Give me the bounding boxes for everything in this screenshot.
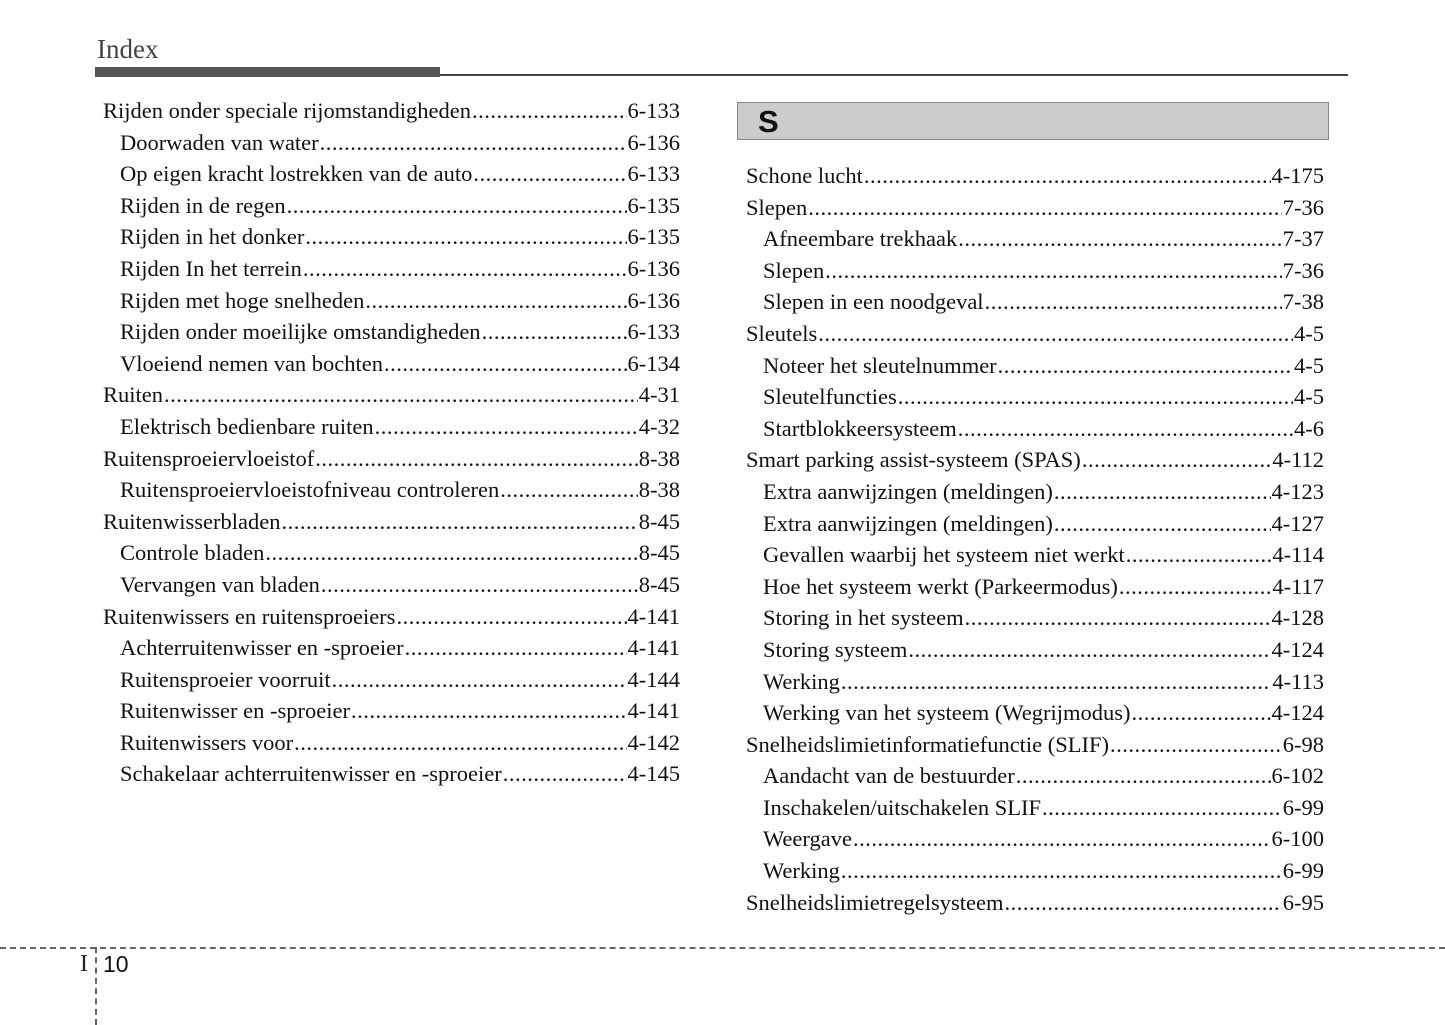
dot-leader bbox=[365, 285, 626, 317]
entry-page-ref: 4-113 bbox=[1272, 668, 1324, 694]
entry-page-ref: 7-36 bbox=[1282, 257, 1324, 283]
index-entry bbox=[103, 474, 680, 506]
index-entry bbox=[103, 253, 680, 285]
dot-leader bbox=[503, 758, 627, 790]
index-entry bbox=[746, 318, 1324, 350]
index-entry bbox=[746, 444, 1324, 476]
entry-label: Doorwaden van water bbox=[120, 129, 319, 155]
dot-leader bbox=[1110, 729, 1282, 761]
index-entry bbox=[746, 413, 1324, 445]
entry-page-ref: 4-124 bbox=[1271, 700, 1324, 726]
dot-leader bbox=[303, 253, 627, 285]
entry-label: Startblokkeersysteem bbox=[763, 415, 957, 441]
index-entry bbox=[103, 727, 680, 759]
index-entry bbox=[746, 823, 1324, 855]
entry-page-ref: 7-37 bbox=[1282, 226, 1324, 252]
index-entry bbox=[746, 381, 1324, 413]
entry-label: Storing systeem bbox=[763, 636, 908, 662]
entry-page-ref: 4-112 bbox=[1272, 447, 1324, 473]
entry-page-ref: 6-134 bbox=[627, 350, 680, 376]
dot-leader bbox=[841, 855, 1282, 887]
dot-leader bbox=[1082, 444, 1272, 476]
entry-page-ref: 4-117 bbox=[1272, 573, 1324, 599]
dot-leader bbox=[320, 127, 627, 159]
entry-label: Schone lucht bbox=[746, 163, 863, 188]
entry-label: Inschakelen/uitschakelen SLIF bbox=[763, 794, 1042, 820]
index-entry bbox=[746, 697, 1324, 729]
dot-leader bbox=[281, 506, 637, 538]
header-rule-thick bbox=[95, 67, 440, 77]
entry-page-ref: 6-99 bbox=[1282, 794, 1324, 820]
entry-label: Ruitenwissers en ruitensproeiers bbox=[103, 603, 396, 629]
dot-leader bbox=[164, 379, 638, 411]
entry-page-ref: 8-45 bbox=[638, 571, 680, 597]
entry-page-ref: 4-127 bbox=[1271, 510, 1324, 536]
entry-page-ref: 4-5 bbox=[1294, 384, 1324, 410]
entry-page-ref: 6-136 bbox=[627, 287, 680, 313]
dot-leader bbox=[1004, 887, 1281, 919]
entry-page-ref: 4-175 bbox=[1271, 163, 1324, 188]
index-entry bbox=[103, 601, 680, 633]
dot-leader bbox=[321, 569, 638, 601]
dot-leader bbox=[375, 411, 638, 443]
dot-leader bbox=[1126, 539, 1272, 571]
entry-label: Slepen bbox=[746, 194, 808, 220]
entry-page-ref: 4-124 bbox=[1271, 636, 1324, 662]
index-entry bbox=[103, 411, 680, 443]
index-entry bbox=[103, 537, 680, 569]
entry-label: Controle bladen bbox=[120, 540, 265, 566]
dot-leader bbox=[898, 381, 1293, 413]
index-entry bbox=[746, 223, 1324, 255]
dot-leader bbox=[853, 823, 1271, 855]
entry-page-ref: 6-102 bbox=[1271, 763, 1324, 789]
entry-page-ref: 4-144 bbox=[627, 666, 680, 692]
entry-label: Elektrisch bedienbare ruiten bbox=[120, 413, 374, 439]
entry-page-ref: 4-6 bbox=[1294, 415, 1324, 441]
entry-page-ref: 4-32 bbox=[638, 413, 680, 439]
index-entry bbox=[746, 634, 1324, 666]
dot-leader bbox=[473, 158, 626, 190]
entry-label: Rijden onder speciale rijomstandigheden bbox=[103, 98, 472, 123]
entry-label: Ruitenwisserbladen bbox=[103, 508, 281, 534]
index-entry bbox=[746, 539, 1324, 571]
entry-page-ref: 6-98 bbox=[1282, 731, 1324, 757]
page-title: Index bbox=[97, 34, 159, 64]
index-entry bbox=[103, 758, 680, 790]
index-entry bbox=[103, 190, 680, 222]
entry-page-ref: 7-36 bbox=[1282, 194, 1324, 220]
index-entry bbox=[746, 286, 1324, 318]
entry-label: Vloeiend nemen van bochten bbox=[120, 350, 384, 376]
entry-label: Aandacht van de bestuurder bbox=[763, 763, 1015, 789]
index-entry bbox=[103, 285, 680, 317]
index-entry bbox=[746, 476, 1324, 508]
index-entry bbox=[103, 95, 680, 127]
entry-label: Noteer het sleutelnummer bbox=[763, 352, 997, 378]
entry-label: Op eigen kracht lostrekken van de auto bbox=[120, 161, 473, 187]
index-entry bbox=[103, 127, 680, 159]
index-entry bbox=[103, 569, 680, 601]
entry-page-ref: 4-5 bbox=[1294, 320, 1324, 346]
index-column-left bbox=[103, 95, 680, 790]
entry-page-ref: 8-45 bbox=[638, 540, 680, 566]
index-entry bbox=[103, 506, 680, 538]
section-header-s bbox=[737, 102, 1329, 140]
entry-label: Ruiten bbox=[103, 382, 163, 408]
index-entry bbox=[746, 792, 1324, 824]
entry-page-ref: 7-38 bbox=[1282, 289, 1324, 315]
footer-divider-vertical bbox=[95, 947, 97, 1025]
entry-page-ref: 6-99 bbox=[1282, 858, 1324, 884]
entry-label: Rijden in het donker bbox=[120, 224, 305, 250]
entry-label: Rijden In het terrein bbox=[120, 255, 302, 281]
entry-label: Ruitenwisser en -sproeier bbox=[120, 698, 350, 724]
entry-label: Slepen bbox=[763, 257, 825, 283]
index-entry bbox=[746, 160, 1324, 192]
entry-page-ref: 4-31 bbox=[638, 382, 680, 408]
entry-page-ref: 6-135 bbox=[627, 224, 680, 250]
entry-label: Sleutels bbox=[746, 320, 818, 346]
dot-leader bbox=[1054, 476, 1271, 508]
index-entry bbox=[746, 571, 1324, 603]
entry-page-ref: 4-141 bbox=[627, 635, 680, 661]
dot-leader bbox=[1042, 792, 1282, 824]
entry-page-ref: 6-133 bbox=[627, 98, 680, 123]
entry-page-ref: 4-128 bbox=[1271, 605, 1324, 631]
entry-page-ref: 4-145 bbox=[627, 761, 680, 787]
entry-label: Gevallen waarbij het systeem niet werkt bbox=[763, 542, 1125, 568]
header-rule-thin bbox=[440, 74, 1348, 76]
entry-label: Ruitenwissers voor bbox=[120, 729, 294, 755]
dot-leader bbox=[294, 727, 626, 759]
index-entry bbox=[103, 221, 680, 253]
entry-page-ref: 4-5 bbox=[1294, 352, 1324, 378]
index-entry bbox=[103, 316, 680, 348]
entry-page-ref: 4-142 bbox=[627, 729, 680, 755]
entry-label: Werking bbox=[763, 858, 840, 884]
footer-page-number: 10 bbox=[103, 951, 129, 977]
dot-leader bbox=[332, 664, 627, 696]
footer-section-letter: I bbox=[80, 951, 88, 977]
index-entry bbox=[103, 695, 680, 727]
dot-leader bbox=[472, 95, 626, 127]
section-letter: S bbox=[758, 104, 779, 139]
dot-leader bbox=[305, 221, 626, 253]
entry-label: Afneembare trekhaak bbox=[763, 226, 958, 252]
index-entry bbox=[103, 379, 680, 411]
entry-label: Snelheidslimietregelsysteem bbox=[746, 889, 1004, 915]
dot-leader bbox=[287, 190, 627, 222]
dot-leader bbox=[825, 255, 1282, 287]
entry-label: Rijden in de regen bbox=[120, 192, 286, 218]
entry-label: Weergave bbox=[763, 826, 852, 852]
dot-leader bbox=[1054, 508, 1271, 540]
entry-label: Extra aanwijzingen (meldingen) bbox=[763, 510, 1053, 536]
index-entry bbox=[103, 158, 680, 190]
dot-leader bbox=[482, 316, 627, 348]
dot-leader bbox=[500, 474, 638, 506]
dot-leader bbox=[841, 666, 1271, 698]
dot-leader bbox=[958, 223, 1281, 255]
index-entry bbox=[746, 760, 1324, 792]
dot-leader bbox=[958, 413, 1293, 445]
entry-page-ref: 6-136 bbox=[627, 129, 680, 155]
dot-leader bbox=[351, 695, 627, 727]
index-column-right bbox=[746, 160, 1324, 918]
entry-page-ref: 6-136 bbox=[627, 255, 680, 281]
dot-leader bbox=[998, 350, 1293, 382]
entry-page-ref: 6-95 bbox=[1282, 889, 1324, 915]
entry-label: Extra aanwijzingen (meldingen) bbox=[763, 478, 1053, 504]
dot-leader bbox=[384, 348, 626, 380]
entry-label: Werking bbox=[763, 668, 840, 694]
dot-leader bbox=[818, 318, 1293, 350]
entry-label: Snelheidslimietinformatiefunctie (SLIF) bbox=[746, 731, 1110, 757]
dot-leader bbox=[405, 632, 627, 664]
entry-page-ref: 6-133 bbox=[627, 161, 680, 187]
entry-label: Ruitensproeiervloeistof bbox=[103, 445, 315, 471]
entry-page-ref: 4-141 bbox=[627, 698, 680, 724]
index-entry bbox=[103, 443, 680, 475]
entry-page-ref: 8-38 bbox=[638, 445, 680, 471]
footer-divider-horizontal bbox=[0, 947, 1445, 949]
entry-label: Werking van het systeem (Wegrijmodus) bbox=[763, 700, 1131, 726]
entry-label: Rijden onder moeilijke omstandigheden bbox=[120, 319, 481, 345]
entry-page-ref: 4-123 bbox=[1271, 478, 1324, 504]
dot-leader bbox=[985, 286, 1282, 318]
index-entry bbox=[746, 855, 1324, 887]
entry-label: Smart parking assist-systeem (SPAS) bbox=[746, 447, 1081, 473]
dot-leader bbox=[1016, 760, 1271, 792]
index-entry bbox=[746, 887, 1324, 919]
entry-label: Slepen in een noodgeval bbox=[763, 289, 984, 315]
dot-leader bbox=[265, 537, 637, 569]
entry-page-ref: 6-135 bbox=[627, 192, 680, 218]
entry-label: Ruitensproeier voorruit bbox=[120, 666, 331, 692]
entry-label: Hoe het systeem werkt (Parkeermodus) bbox=[763, 573, 1118, 599]
dot-leader bbox=[1132, 697, 1271, 729]
dot-leader bbox=[1119, 571, 1271, 603]
entry-page-ref: 4-114 bbox=[1272, 542, 1324, 568]
index-entry bbox=[746, 729, 1324, 761]
entry-page-ref: 4-141 bbox=[627, 603, 680, 629]
entry-page-ref: 6-133 bbox=[627, 319, 680, 345]
index-entry bbox=[746, 508, 1324, 540]
dot-leader bbox=[808, 192, 1282, 224]
entry-label: Rijden met hoge snelheden bbox=[120, 287, 365, 313]
index-entry bbox=[103, 664, 680, 696]
index-entry bbox=[746, 602, 1324, 634]
dot-leader bbox=[315, 443, 638, 475]
index-entry bbox=[746, 350, 1324, 382]
entry-page-ref: 6-100 bbox=[1271, 826, 1324, 852]
entry-label: Achterruitenwisser en -sproeier bbox=[120, 635, 404, 661]
dot-leader bbox=[908, 634, 1270, 666]
entry-label: Storing in het systeem bbox=[763, 605, 964, 631]
dot-leader bbox=[864, 160, 1271, 192]
index-entry bbox=[746, 666, 1324, 698]
index-entry bbox=[746, 192, 1324, 224]
entry-page-ref: 8-45 bbox=[638, 508, 680, 534]
index-entry bbox=[103, 632, 680, 664]
entry-label: Schakelaar achterruitenwisser en -sproeier bbox=[120, 761, 502, 787]
entry-label: Ruitensproeiervloeistofniveau controleren bbox=[120, 477, 500, 503]
dot-leader bbox=[965, 602, 1271, 634]
entry-label: Vervangen van bladen bbox=[120, 571, 320, 597]
dot-leader bbox=[396, 601, 626, 633]
index-entry bbox=[746, 255, 1324, 287]
entry-page-ref: 8-38 bbox=[638, 477, 680, 503]
index-entry bbox=[103, 348, 680, 380]
entry-label: Sleutelfuncties bbox=[763, 384, 897, 410]
